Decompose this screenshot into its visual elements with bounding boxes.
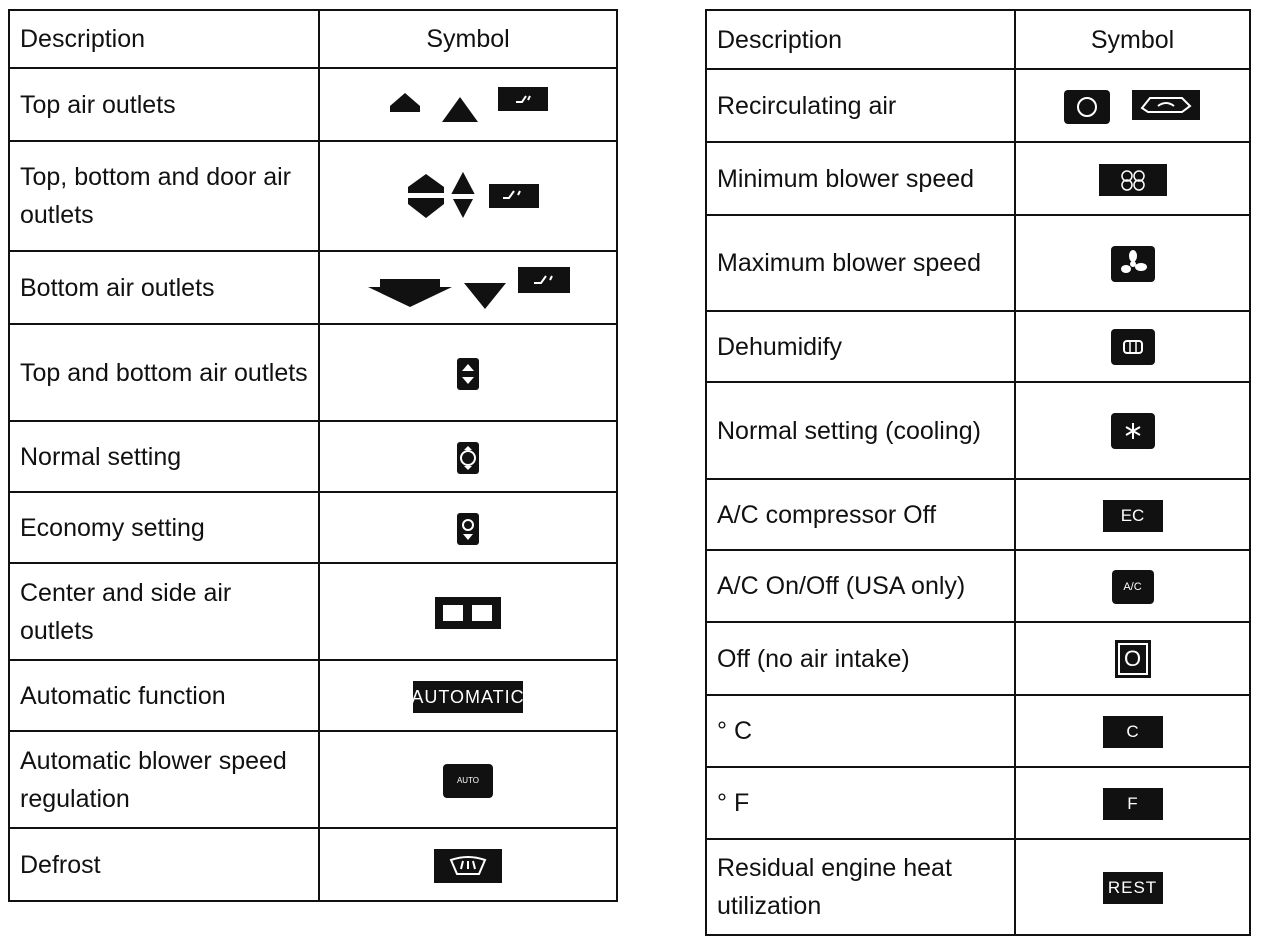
table-row xyxy=(706,311,1250,382)
ac-label: A/C xyxy=(1112,570,1154,604)
right-symbol-table xyxy=(705,9,1251,936)
row-description: Minimum blower speed xyxy=(706,142,1015,215)
table-header-row xyxy=(9,10,617,68)
max-blower-icon xyxy=(1015,215,1250,311)
row-description: Defrost xyxy=(9,828,319,901)
row-description: Automatic function xyxy=(9,660,319,731)
top-bottom-door-outlets-icon xyxy=(319,141,617,251)
snowflake-icon xyxy=(1015,382,1250,479)
row-description: ° C xyxy=(706,695,1015,767)
top-outlets-icon xyxy=(319,68,617,141)
table-row xyxy=(9,492,617,563)
auto-blower-icon xyxy=(319,731,617,828)
fahrenheit-icon xyxy=(1015,767,1250,839)
top-bottom-outlets-icon xyxy=(319,324,617,421)
row-description: A/C On/Off (USA only) xyxy=(706,550,1015,622)
f-label: F xyxy=(1103,788,1163,820)
table-header-row xyxy=(706,10,1250,69)
table-row xyxy=(706,142,1250,215)
description-header: Description xyxy=(9,10,319,68)
table-row xyxy=(706,550,1250,622)
automatic-function-icon xyxy=(319,660,617,731)
rest-label: REST xyxy=(1103,872,1163,904)
table-row xyxy=(9,828,617,901)
row-description: Bottom air outlets xyxy=(9,251,319,324)
table-row xyxy=(9,324,617,421)
description-header: Description xyxy=(706,10,1015,69)
table-row xyxy=(9,731,617,828)
row-description: Dehumidify xyxy=(706,311,1015,382)
left-symbol-table xyxy=(8,9,618,902)
recirculating-air-icon xyxy=(1015,69,1250,142)
row-description: Center and side air outlets xyxy=(9,563,319,660)
table-row xyxy=(706,69,1250,142)
row-description: Automatic blower speed regulation xyxy=(9,731,319,828)
row-description: Economy setting xyxy=(9,492,319,563)
table-row xyxy=(706,767,1250,839)
table-row xyxy=(706,695,1250,767)
table-row xyxy=(9,421,617,492)
ec-label: EC xyxy=(1103,500,1163,532)
dehumidify-icon xyxy=(1015,311,1250,382)
row-description: Top air outlets xyxy=(9,68,319,141)
row-description: ° F xyxy=(706,767,1015,839)
min-blower-icon xyxy=(1015,142,1250,215)
c-label: C xyxy=(1103,716,1163,748)
auto-label: AUTO xyxy=(443,764,493,798)
rest-icon xyxy=(1015,839,1250,935)
row-description: Normal setting xyxy=(9,421,319,492)
row-description: Residual engine heat utilization xyxy=(706,839,1015,935)
table-row xyxy=(9,660,617,731)
table-row xyxy=(9,563,617,660)
row-description: Maximum blower speed xyxy=(706,215,1015,311)
economy-setting-icon xyxy=(319,492,617,563)
row-description: Normal setting (cooling) xyxy=(706,382,1015,479)
celsius-icon xyxy=(1015,695,1250,767)
table-row xyxy=(706,382,1250,479)
table-row xyxy=(706,622,1250,695)
ac-icon xyxy=(1015,550,1250,622)
table-row xyxy=(706,479,1250,550)
row-description: Top and bottom air outlets xyxy=(9,324,319,421)
symbol-header: Symbol xyxy=(1015,10,1250,69)
ec-icon xyxy=(1015,479,1250,550)
row-description: Off (no air intake) xyxy=(706,622,1015,695)
automatic-label: AUTOMATIC xyxy=(413,681,523,713)
table-row xyxy=(9,68,617,141)
table-row xyxy=(9,141,617,251)
bottom-outlets-icon xyxy=(319,251,617,324)
row-description: A/C compressor Off xyxy=(706,479,1015,550)
center-side-outlets-icon xyxy=(319,563,617,660)
defrost-icon xyxy=(319,828,617,901)
off-label: O xyxy=(1115,640,1151,678)
symbol-header: Symbol xyxy=(319,10,617,68)
table-row xyxy=(9,251,617,324)
off-icon xyxy=(1015,622,1250,695)
table-row xyxy=(706,215,1250,311)
normal-setting-icon xyxy=(319,421,617,492)
row-description: Top, bottom and door air outlets xyxy=(9,141,319,251)
row-description: Recirculating air xyxy=(706,69,1015,142)
table-row xyxy=(706,839,1250,935)
